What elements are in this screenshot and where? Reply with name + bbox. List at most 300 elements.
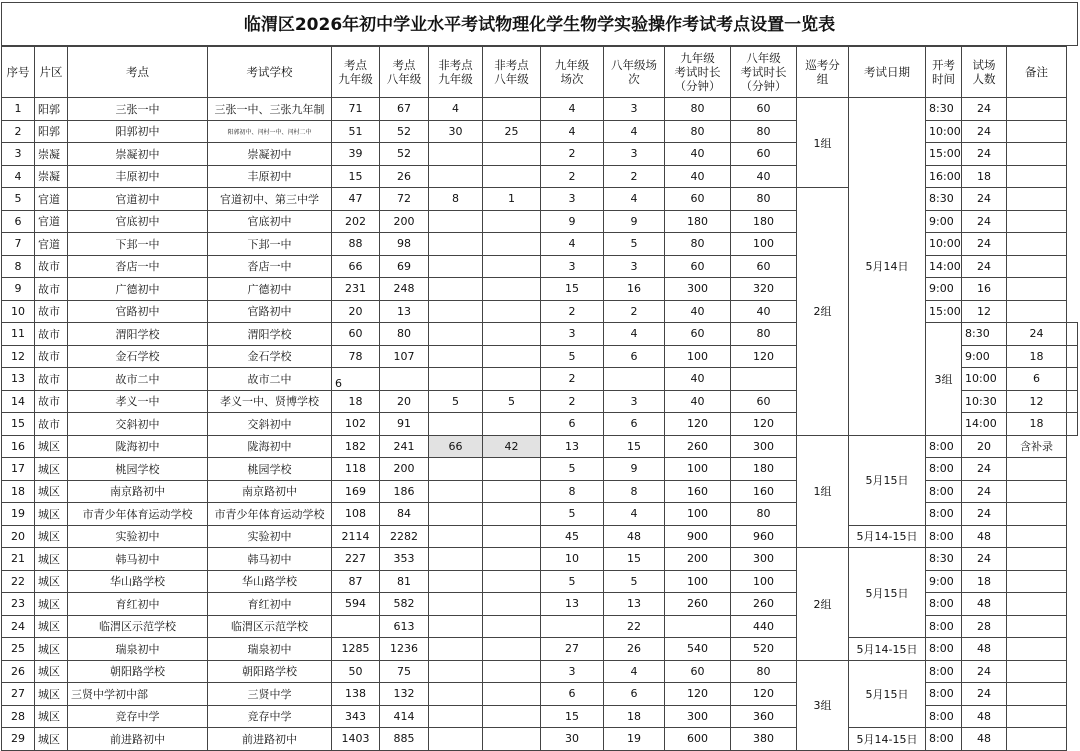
- cell-nonsite-g9: [429, 458, 483, 481]
- cell-g8-duration: 60: [731, 255, 797, 278]
- cell-seq: 28: [2, 705, 35, 728]
- cell-g8-duration: 520: [731, 638, 797, 661]
- cell-site: 三贤中学初中部: [68, 683, 208, 706]
- cell-site-g8: 353: [380, 548, 429, 571]
- header-patrol-group: 巡考分 组: [797, 47, 849, 98]
- table-row: [2, 525, 1078, 548]
- cell-g8-sessions: 4: [604, 188, 665, 211]
- cell-nonsite-g8: [483, 165, 541, 188]
- cell-site-g8: 52: [380, 120, 429, 143]
- cell-remarks: [1007, 503, 1067, 526]
- cell-g8-duration: 120: [731, 413, 797, 436]
- cell-g9-duration: 120: [665, 683, 731, 706]
- table-row: [2, 435, 1078, 458]
- cell-site-g8: 20: [380, 390, 429, 413]
- cell-seq: 27: [2, 683, 35, 706]
- cell-g8-duration: 960: [731, 525, 797, 548]
- cell-nonsite-g9: 8: [429, 188, 483, 211]
- cell-patrol-group: 3组: [797, 660, 849, 750]
- cell-site-g9: 15: [332, 165, 380, 188]
- cell-site-g8: 80: [380, 323, 429, 346]
- cell-g9-sessions: 3: [541, 323, 604, 346]
- cell-site-g8: 241: [380, 435, 429, 458]
- header-room-size: 试场 人数: [962, 47, 1007, 98]
- cell-remarks: 含补录: [1007, 435, 1067, 458]
- cell-nonsite-g8: [483, 323, 541, 346]
- cell-site: 阳郭初中: [68, 120, 208, 143]
- cell-g9-sessions: 2: [541, 165, 604, 188]
- cell-nonsite-g8: [483, 368, 541, 391]
- cell-g9-sessions: 2: [541, 368, 604, 391]
- cell-site-g8: 75: [380, 660, 429, 683]
- header-nonsite-g9: 非考点 九年级: [429, 47, 483, 98]
- cell-nonsite-g8: [483, 143, 541, 166]
- cell-nonsite-g9: [429, 143, 483, 166]
- cell-g8-sessions: 4: [604, 120, 665, 143]
- cell-site-g9: 66: [332, 255, 380, 278]
- cell-nonsite-g9: [429, 705, 483, 728]
- cell-remarks: [1007, 525, 1067, 548]
- cell-seq: 22: [2, 570, 35, 593]
- cell-start-time: 15:00: [926, 300, 962, 323]
- cell-nonsite-g8: [483, 300, 541, 323]
- cell-nonsite-g8: [483, 458, 541, 481]
- cell-room-size: 24: [962, 683, 1007, 706]
- cell-site-g9: 227: [332, 548, 380, 571]
- cell-school: 三贤中学: [208, 683, 332, 706]
- cell-seq: 14: [2, 390, 35, 413]
- cell-remarks: [1007, 683, 1067, 706]
- cell-g8-sessions: 3: [604, 255, 665, 278]
- cell-exam-date: 5月14-15日: [849, 638, 926, 661]
- cell-area: 阳郭: [35, 120, 68, 143]
- cell-remarks: [1067, 323, 1078, 346]
- cell-g8-sessions: 3: [604, 98, 665, 121]
- cell-patrol-group: 3组: [926, 323, 962, 436]
- cell-site-g8: 613: [380, 615, 429, 638]
- cell-seq: 6: [2, 210, 35, 233]
- cell-site: 官底初中: [68, 210, 208, 233]
- cell-g8-duration: 260: [731, 593, 797, 616]
- cell-g9-sessions: 3: [541, 188, 604, 211]
- exam-site-table: [1, 46, 1078, 751]
- cell-seq: 17: [2, 458, 35, 481]
- cell-site: 华山路学校: [68, 570, 208, 593]
- cell-nonsite-g9: 30: [429, 120, 483, 143]
- cell-g8-sessions: [604, 368, 665, 391]
- cell-g9-sessions: 6: [541, 413, 604, 436]
- sheet-title: 临渭区2026年初中学业水平考试物理化学生物学实验操作考试考点设置一览表: [1, 2, 1078, 46]
- cell-area: 官道: [35, 233, 68, 256]
- cell-g9-duration: 100: [665, 503, 731, 526]
- cell-remarks: [1007, 255, 1067, 278]
- cell-start-time: 8:00: [926, 660, 962, 683]
- cell-exam-date: 5月15日: [849, 548, 926, 638]
- cell-g9-sessions: 13: [541, 593, 604, 616]
- cell-g8-duration: 180: [731, 458, 797, 481]
- cell-site-g9: 51: [332, 120, 380, 143]
- cell-nonsite-g8: [483, 525, 541, 548]
- cell-room-size: 18: [962, 570, 1007, 593]
- cell-school: 沓店一中: [208, 255, 332, 278]
- cell-site: 临渭区示范学校: [68, 615, 208, 638]
- cell-room-size: 16: [962, 278, 1007, 301]
- table-row: [2, 728, 1078, 751]
- cell-remarks: [1007, 638, 1067, 661]
- cell-site: 陇海初中: [68, 435, 208, 458]
- cell-site: 实验初中: [68, 525, 208, 548]
- cell-g9-duration: 40: [665, 143, 731, 166]
- cell-start-time: 8:30: [926, 188, 962, 211]
- header-row: [2, 47, 1078, 98]
- cell-site: 官路初中: [68, 300, 208, 323]
- cell-g9-duration: 80: [665, 120, 731, 143]
- cell-nonsite-g9: 66: [429, 435, 483, 458]
- cell-school: 华山路学校: [208, 570, 332, 593]
- cell-g8-duration: 120: [731, 345, 797, 368]
- cell-g9-sessions: 30: [541, 728, 604, 751]
- cell-site-g9: 2114: [332, 525, 380, 548]
- cell-g8-sessions: 22: [604, 615, 665, 638]
- cell-seq: 20: [2, 525, 35, 548]
- cell-area: 城区: [35, 525, 68, 548]
- cell-site: 桃园学校: [68, 458, 208, 481]
- cell-site-g8: 186: [380, 480, 429, 503]
- cell-start-time: 8:00: [926, 683, 962, 706]
- cell-room-size: 12: [1007, 390, 1067, 413]
- cell-g8-sessions: 9: [604, 210, 665, 233]
- cell-seq: 24: [2, 615, 35, 638]
- cell-start-time: 14:00: [926, 255, 962, 278]
- cell-g8-sessions: 6: [604, 345, 665, 368]
- cell-seq: 25: [2, 638, 35, 661]
- cell-g8-duration: 160: [731, 480, 797, 503]
- cell-site: 官道初中: [68, 188, 208, 211]
- cell-start-time: 15:00: [926, 143, 962, 166]
- cell-seq: 4: [2, 165, 35, 188]
- cell-g8-duration: 180: [731, 210, 797, 233]
- cell-nonsite-g8: [483, 593, 541, 616]
- cell-g8-sessions: 15: [604, 548, 665, 571]
- cell-site: 竞存中学: [68, 705, 208, 728]
- cell-site: 沓店一中: [68, 255, 208, 278]
- cell-site-g9: 18: [332, 390, 380, 413]
- cell-nonsite-g9: [429, 503, 483, 526]
- cell-site: 崇凝初中: [68, 143, 208, 166]
- cell-g9-sessions: 13: [541, 435, 604, 458]
- cell-room-size: 6: [1007, 368, 1067, 391]
- cell-area: 官道: [35, 210, 68, 233]
- cell-g9-duration: 80: [665, 98, 731, 121]
- cell-school: 南京路初中: [208, 480, 332, 503]
- cell-g9-duration: 40: [665, 368, 731, 391]
- header-g9-sessions: 九年级 场次: [541, 47, 604, 98]
- cell-site-g9: 60: [332, 323, 380, 346]
- cell-g9-sessions: 5: [541, 458, 604, 481]
- cell-room-size: 48: [962, 525, 1007, 548]
- cell-site-g8: 885: [380, 728, 429, 751]
- cell-site-g8: 69: [380, 255, 429, 278]
- cell-nonsite-g8: [483, 98, 541, 121]
- cell-area: 城区: [35, 728, 68, 751]
- cell-g9-sessions: 8: [541, 480, 604, 503]
- cell-nonsite-g8: [483, 480, 541, 503]
- cell-room-size: 12: [962, 300, 1007, 323]
- cell-g9-sessions: 4: [541, 233, 604, 256]
- cell-g9-sessions: 3: [541, 660, 604, 683]
- cell-g8-sessions: 16: [604, 278, 665, 301]
- cell-site-g8: 582: [380, 593, 429, 616]
- cell-site-g8: 414: [380, 705, 429, 728]
- cell-seq: 19: [2, 503, 35, 526]
- table-row: [2, 548, 1078, 571]
- cell-site-g8: 2282: [380, 525, 429, 548]
- cell-nonsite-g9: [429, 255, 483, 278]
- cell-g8-duration: 60: [731, 390, 797, 413]
- cell-nonsite-g8: [483, 413, 541, 436]
- cell-g8-duration: 80: [731, 660, 797, 683]
- cell-nonsite-g9: [429, 323, 483, 346]
- cell-room-size: 24: [962, 548, 1007, 571]
- cell-nonsite-g9: [429, 368, 483, 391]
- cell-seq: 5: [2, 188, 35, 211]
- cell-remarks: [1007, 728, 1067, 751]
- cell-nonsite-g9: [429, 548, 483, 571]
- cell-school: 育红初中: [208, 593, 332, 616]
- cell-site-g9: 71: [332, 98, 380, 121]
- cell-site-g8: 91: [380, 413, 429, 436]
- cell-area: 城区: [35, 548, 68, 571]
- cell-nonsite-g9: [429, 728, 483, 751]
- cell-g8-duration: 40: [731, 300, 797, 323]
- cell-g8-sessions: 9: [604, 458, 665, 481]
- cell-room-size: 28: [962, 615, 1007, 638]
- cell-area: 城区: [35, 480, 68, 503]
- cell-site-g9: 1403: [332, 728, 380, 751]
- cell-area: 城区: [35, 660, 68, 683]
- cell-nonsite-g8: 1: [483, 188, 541, 211]
- cell-patrol-group: 1组: [797, 98, 849, 188]
- cell-site: 育红初中: [68, 593, 208, 616]
- cell-seq: 10: [2, 300, 35, 323]
- cell-nonsite-g8: 42: [483, 435, 541, 458]
- cell-nonsite-g9: [429, 300, 483, 323]
- cell-exam-date: 5月14-15日: [849, 728, 926, 751]
- cell-seq: 8: [2, 255, 35, 278]
- cell-area: 故市: [35, 390, 68, 413]
- cell-room-size: 48: [962, 728, 1007, 751]
- cell-start-time: 14:00: [962, 413, 1007, 436]
- cell-site-g9: 343: [332, 705, 380, 728]
- cell-nonsite-g9: [429, 660, 483, 683]
- cell-site-g9: 108: [332, 503, 380, 526]
- cell-remarks: [1007, 188, 1067, 211]
- cell-area: 城区: [35, 615, 68, 638]
- cell-school: 桃园学校: [208, 458, 332, 481]
- cell-g9-sessions: 15: [541, 705, 604, 728]
- cell-nonsite-g9: 5: [429, 390, 483, 413]
- cell-g9-sessions: 10: [541, 548, 604, 571]
- cell-remarks: [1007, 165, 1067, 188]
- cell-remarks: [1007, 705, 1067, 728]
- cell-g9-sessions: 4: [541, 120, 604, 143]
- cell-g8-sessions: 3: [604, 143, 665, 166]
- cell-school: 官底初中: [208, 210, 332, 233]
- cell-start-time: 8:30: [926, 98, 962, 121]
- cell-nonsite-g8: [483, 683, 541, 706]
- cell-site-g9: 20: [332, 300, 380, 323]
- cell-area: 故市: [35, 255, 68, 278]
- cell-site: 三张一中: [68, 98, 208, 121]
- cell-school: 丰原初中: [208, 165, 332, 188]
- cell-exam-date: 5月15日: [849, 660, 926, 728]
- cell-site-g9: 50: [332, 660, 380, 683]
- cell-remarks: [1007, 480, 1067, 503]
- cell-start-time: 16:00: [926, 165, 962, 188]
- cell-start-time: 8:00: [926, 435, 962, 458]
- cell-site-g8: 67: [380, 98, 429, 121]
- cell-g9-duration: 100: [665, 570, 731, 593]
- cell-remarks: [1007, 210, 1067, 233]
- header-g8-duration: 八年级 考试时长 （分钟）: [731, 47, 797, 98]
- cell-room-size: 24: [962, 143, 1007, 166]
- cell-room-size: 24: [962, 210, 1007, 233]
- header-seq: 序号: [2, 47, 35, 98]
- cell-site: 朝阳路学校: [68, 660, 208, 683]
- cell-area: 城区: [35, 570, 68, 593]
- cell-g9-sessions: 5: [541, 503, 604, 526]
- cell-g9-duration: 60: [665, 188, 731, 211]
- cell-g9-sessions: 2: [541, 143, 604, 166]
- cell-g9-duration: 40: [665, 165, 731, 188]
- cell-site-g9: 202: [332, 210, 380, 233]
- cell-school: 临渭区示范学校: [208, 615, 332, 638]
- cell-nonsite-g9: [429, 210, 483, 233]
- cell-g9-duration: 100: [665, 345, 731, 368]
- cell-school: 故市二中: [208, 368, 332, 391]
- cell-seq: 15: [2, 413, 35, 436]
- cell-g8-duration: 100: [731, 570, 797, 593]
- cell-site-g8: 1236: [380, 638, 429, 661]
- cell-g8-sessions: 4: [604, 660, 665, 683]
- cell-seq: 21: [2, 548, 35, 571]
- cell-g8-sessions: 26: [604, 638, 665, 661]
- cell-area: 城区: [35, 593, 68, 616]
- cell-seq: 12: [2, 345, 35, 368]
- cell-area: 城区: [35, 435, 68, 458]
- cell-site-g8: 248: [380, 278, 429, 301]
- cell-site-g9: 118: [332, 458, 380, 481]
- cell-school: 阳郭初中、闫村一中、闫村二中: [208, 120, 332, 143]
- cell-g9-sessions: 2: [541, 300, 604, 323]
- cell-nonsite-g8: [483, 548, 541, 571]
- cell-site-g9: 182: [332, 435, 380, 458]
- cell-nonsite-g9: 4: [429, 98, 483, 121]
- cell-g8-sessions: 19: [604, 728, 665, 751]
- cell-school: 孝义一中、贤博学校: [208, 390, 332, 413]
- cell-g9-sessions: 15: [541, 278, 604, 301]
- cell-site-g8: 200: [380, 210, 429, 233]
- cell-seq: 23: [2, 593, 35, 616]
- cell-g8-sessions: 13: [604, 593, 665, 616]
- cell-g9-duration: 200: [665, 548, 731, 571]
- cell-start-time: 8:00: [926, 593, 962, 616]
- cell-school: 官道初中、第三中学: [208, 188, 332, 211]
- cell-g8-sessions: 5: [604, 233, 665, 256]
- cell-site-g9: 594: [332, 593, 380, 616]
- cell-remarks: [1007, 458, 1067, 481]
- cell-seq: 1: [2, 98, 35, 121]
- header-g8-sessions: 八年级场 次: [604, 47, 665, 98]
- cell-area: 城区: [35, 683, 68, 706]
- cell-seq: 7: [2, 233, 35, 256]
- cell-site: 孝义一中: [68, 390, 208, 413]
- cell-site-g9: 1285: [332, 638, 380, 661]
- cell-room-size: 24: [962, 188, 1007, 211]
- cell-school: 三张一中、三张九年制: [208, 98, 332, 121]
- cell-g9-duration: 300: [665, 278, 731, 301]
- cell-site-g8: 132: [380, 683, 429, 706]
- cell-room-size: 18: [1007, 413, 1067, 436]
- cell-g8-sessions: 6: [604, 413, 665, 436]
- cell-site-g9: [332, 615, 380, 638]
- cell-nonsite-g8: [483, 570, 541, 593]
- cell-room-size: 24: [962, 120, 1007, 143]
- cell-start-time: 8:00: [926, 728, 962, 751]
- cell-seq: 26: [2, 660, 35, 683]
- cell-site-g9: 6: [332, 368, 380, 391]
- cell-g9-duration: 260: [665, 435, 731, 458]
- cell-area: 城区: [35, 705, 68, 728]
- cell-site: 交斜初中: [68, 413, 208, 436]
- cell-g9-duration: 40: [665, 390, 731, 413]
- cell-nonsite-g9: [429, 593, 483, 616]
- cell-seq: 16: [2, 435, 35, 458]
- header-exam-date: 考试日期: [849, 47, 926, 98]
- cell-room-size: 24: [962, 480, 1007, 503]
- cell-site-g8: 84: [380, 503, 429, 526]
- cell-g8-duration: 80: [731, 503, 797, 526]
- header-nonsite-g8: 非考点 八年级: [483, 47, 541, 98]
- cell-room-size: 24: [1007, 323, 1067, 346]
- cell-nonsite-g8: [483, 705, 541, 728]
- cell-seq: 29: [2, 728, 35, 751]
- cell-g9-duration: [665, 615, 731, 638]
- cell-start-time: 9:00: [926, 278, 962, 301]
- cell-seq: 9: [2, 278, 35, 301]
- cell-site-g9: 87: [332, 570, 380, 593]
- cell-start-time: 10:30: [962, 390, 1007, 413]
- cell-g9-duration: 540: [665, 638, 731, 661]
- cell-remarks: [1067, 390, 1078, 413]
- cell-nonsite-g8: 25: [483, 120, 541, 143]
- cell-room-size: 24: [962, 458, 1007, 481]
- cell-start-time: 8:30: [926, 548, 962, 571]
- cell-start-time: 9:00: [962, 345, 1007, 368]
- cell-seq: 2: [2, 120, 35, 143]
- cell-school: 朝阳路学校: [208, 660, 332, 683]
- cell-school: 陇海初中: [208, 435, 332, 458]
- cell-g8-duration: 300: [731, 435, 797, 458]
- cell-g8-sessions: 8: [604, 480, 665, 503]
- cell-site: 瑞泉初中: [68, 638, 208, 661]
- cell-school: 崇凝初中: [208, 143, 332, 166]
- cell-site-g9: 169: [332, 480, 380, 503]
- cell-area: 崇凝: [35, 143, 68, 166]
- cell-g9-duration: 160: [665, 480, 731, 503]
- cell-school: 交斜初中: [208, 413, 332, 436]
- cell-start-time: 8:30: [962, 323, 1007, 346]
